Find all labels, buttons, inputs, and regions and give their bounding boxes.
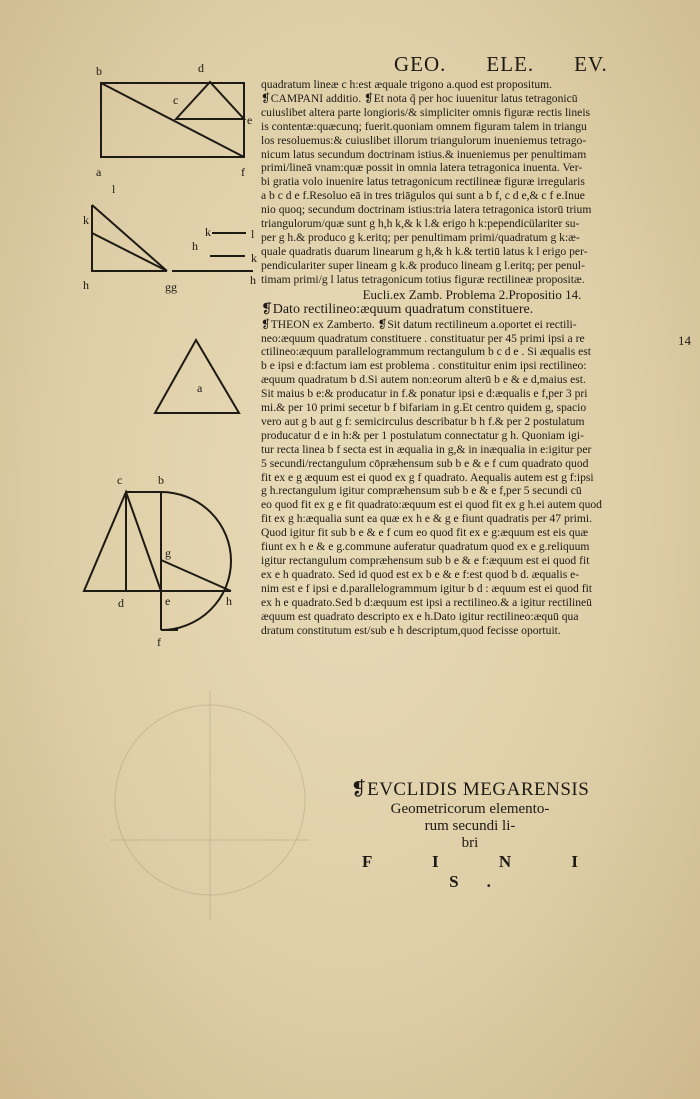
text-line: ex e h quadrato. Sed id quod est ex b e & e f:est quod b d. æqualis e-: [261, 567, 580, 581]
colophon-title: ❡EVCLIDIS MEGARENSIS: [350, 779, 590, 800]
text-line: bi gratia volo inuenire latus tetragonicum rectilineæ figuræ irregularis: [261, 175, 585, 189]
header-right: EV.: [574, 52, 608, 76]
subheading: Eucli.ex Zamb. Problema 2.Propositio 14.: [362, 286, 582, 302]
fig4-label-c: c: [117, 473, 123, 487]
text-line: fiunt ex h e & e g.commune auferatur quadratum quod ex e g.reliquum: [261, 540, 590, 554]
text-line: quale quadratis duarum linearum g h,& h k.& tertiū latus k l erigo per-: [261, 244, 588, 258]
fig2-label-l2: l: [251, 227, 255, 241]
text-line: is contentæ:quæcunq; fuerit.quoniam omnem figuram talem in triangu: [261, 119, 587, 133]
text-line: tur recta linea b f secta est in æqualia in g,& in inæqualia in e:igitur per: [261, 442, 592, 456]
figure-4: [84, 492, 231, 630]
fig1-label-d: d: [198, 61, 204, 75]
fig4-label-h: h: [226, 594, 232, 608]
header-middle: ELE.: [486, 52, 535, 76]
text-line: nim est e f ipsi e d.parallelogrammum igitur b d : æquum est ei quod fit: [261, 581, 593, 595]
fig1-label-e: e: [247, 113, 253, 127]
header-left: GEO.: [394, 52, 447, 76]
fig2-label-k: k: [83, 213, 89, 227]
text-line: Sit maius b e:& producatur in f.& ponatur ipsi e d:æqualis e f,per 3 pri: [261, 387, 588, 401]
fig3-label-a: a: [197, 381, 203, 395]
fig1-label-a: a: [96, 165, 102, 179]
figure-2: [92, 205, 253, 271]
fig2-label-k2: k: [205, 225, 211, 239]
text-line: ❡THEON ex Zamberto. ❡Sit datum rectilineum a.oportet ei rectili-: [261, 317, 577, 331]
fig1-label-b: b: [96, 64, 102, 78]
fig2-label-k3: k: [251, 251, 257, 265]
colophon-line: bri: [461, 835, 479, 851]
text-line: mi.& per 10 primi secetur b f bifariam in g.Et centro quidem g, spacio: [261, 401, 587, 415]
fig2-label-h: h: [83, 278, 89, 292]
fig4-label-f: f: [157, 635, 161, 649]
text-line: ❡CAMPANI additio. ❡Et nota q̃ per hoc iuuenitur latus tetragonicū: [261, 91, 578, 105]
colophon-line: rum secundi li-: [424, 818, 516, 834]
fig4-label-e: e: [165, 594, 171, 608]
text-line: g h.rectangulum igitur compræhensum sub b e & e f,per 5 secundi cū: [261, 484, 582, 498]
text-line: producatur d e in h:& per 1 postulatum connectatur g h. Quoniam igi-: [261, 428, 584, 442]
text-line: a b c d e f.Resoluo eā in tres triāgulos qui sunt a b f, c d e,& c f e.Inue: [261, 189, 585, 203]
text-line: pendiculariter super lineam g k.& produco lineam g l.eritq; per penul-: [261, 258, 585, 272]
text-line: eo quod fit ex g e fit quadrato:æquum est ei quod fit ex g h.ei autem quod: [261, 498, 602, 512]
text-line: primi/lineā vnam:quæ possit in omnia latera tetragonica inuenta. Ver-: [261, 161, 583, 175]
text-line: dratum constitutum est/sub e h descriptum,quod fecisse oportuit.: [261, 623, 561, 637]
text-line: los resoluemus:& cuiuslibet illorum triangulorum inueniemus tetrago-: [261, 133, 587, 147]
text-line: æquum quadratum b d.Si autem non:eorum alterū b e & e d,maius est.: [261, 373, 586, 387]
finis: F I N I S.: [361, 852, 606, 891]
figure-3: [155, 340, 239, 413]
text-line: igitur rectangulum compræhensum sub b e & e f:æquum est ei quod fit: [261, 554, 590, 567]
text-line: Quod igitur fit sub b e & e f cum eo quod fit ex e g:æquum est eis quæ: [261, 526, 589, 540]
text-line: æquum est quadrato descripto ex e h.Dato igitur rectilineo:æquū qua: [261, 609, 579, 623]
fig1-label-c: c: [173, 93, 179, 107]
text-line: b e ipsi e d:factum iam est problema . constituitur enim ipsi rectilineo:: [261, 359, 587, 373]
fig4-label-b: b: [158, 473, 164, 487]
text-line: nio quoq; secundum doctrinam istius:tria latera tetragonica istorū trium: [261, 203, 592, 217]
text-line: triangulorum/quæ sunt g h,h k,& k l.& erigo h k:pependicülariter su-: [261, 217, 580, 231]
fig1-label-f: f: [241, 165, 245, 179]
text-line: 5 secundi/rectangulum cōpræhensum sub b e & e f cum quadrato quod: [261, 456, 589, 470]
text-line: fit ex e g æquum est ei quod ex g f quadrato. Aequalis autem est g f:ipsi: [261, 470, 594, 484]
margin-number: 14: [678, 333, 691, 348]
colophon: [320, 778, 620, 892]
fig4-label-d: d: [118, 596, 124, 610]
text-line: nicum latus secundum doctrinam istius.& inueniemus per penultimam: [261, 147, 587, 161]
fig2-label-h2: h: [192, 239, 198, 253]
fig2-label-gg: gg: [165, 280, 177, 294]
text-line: quadratum lineæ c h:est æquale trigono a.quod est propositum.: [261, 78, 553, 91]
fig2-label-l: l: [112, 182, 116, 196]
text-line: timam primi/g l latus tetragonicum totius figuræ rectilineæ propositæ.: [261, 272, 585, 286]
text-line: ex h e quadrato.Sed b d:æquum est ipsi a rectilineo.& a igitur rectilineū: [261, 595, 592, 609]
text-line: per g h.& produco g k.eritq; per penultimam primi/quadratum g k:æ-: [261, 230, 580, 244]
fig2-label-h3: h: [250, 273, 256, 287]
text-line: fit ex g h:æqualia sunt ea quæ ex h e & g e fiunt quadratis per 47 primi.: [261, 512, 592, 526]
proposition-title: ❡Dato rectilineo:æquum quadratum constituere.: [261, 301, 534, 317]
text-line: neo:æquum quadratum constituere . constituatur per 45 primi ipsi a re: [261, 331, 585, 345]
main-text-column: [261, 78, 683, 637]
fig4-label-g: g: [165, 546, 171, 560]
text-line: vero aut g b aut g f: semicirculus describatur b h f.& per 2 postulatum: [261, 414, 585, 428]
text-line: cuiuslibet altera parte longioris/& simpliciter omnis figuræ rectis lineis: [261, 105, 591, 119]
text-line: ctilineo:æquum parallelogrammum rectangulum b c d e . Si æqualis est: [261, 345, 592, 359]
colophon-line: Geometricorum elemento-: [390, 801, 550, 817]
